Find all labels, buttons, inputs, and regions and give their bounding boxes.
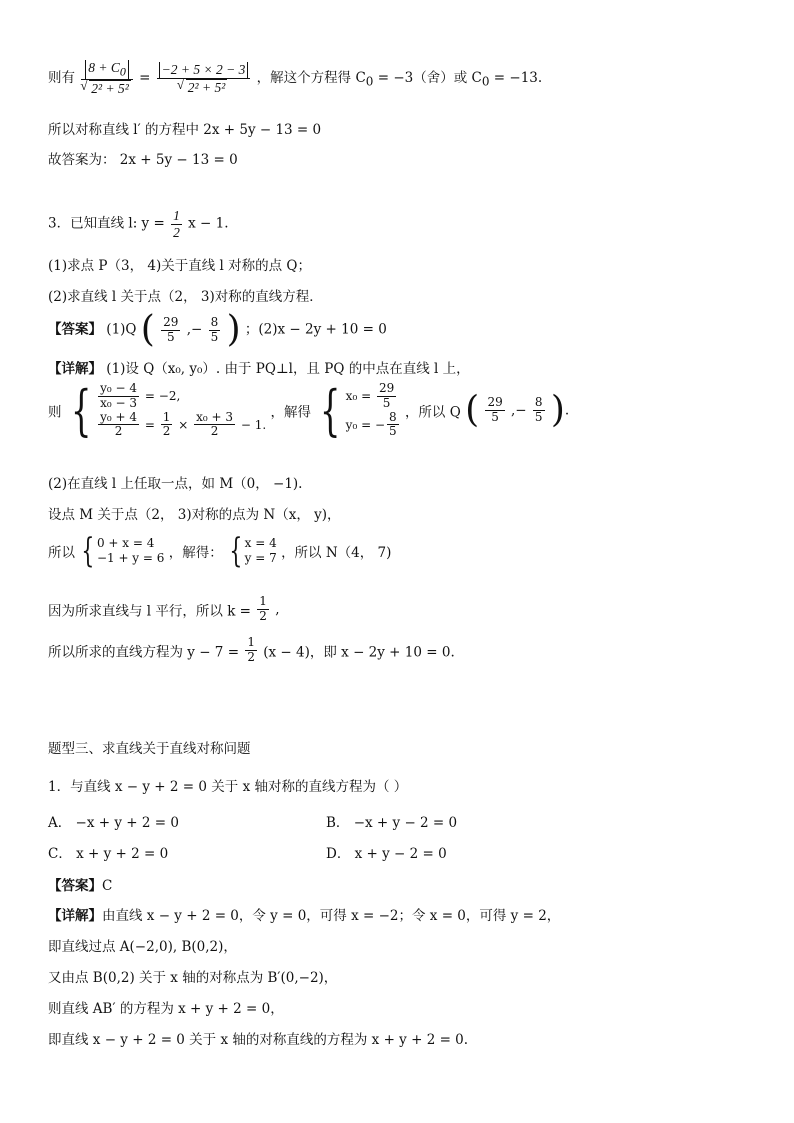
part2-point-M: (2)在直线 l 上任取一点，如 M（0， −1).	[48, 476, 303, 492]
option-C[interactable]: C． x + y + 2 = 0	[48, 846, 169, 862]
fraction-right: −2 + 5 × 2 − 3 √ 2² + 5²	[157, 62, 251, 95]
part2-point-N: 设点 M 关于点（2， 3)对称的点为 N（x， y)，	[48, 507, 341, 523]
equation-system-2: 所以 { 0 + x = 4 −1 + y = 6 ，解得： { x = 4 y = 7 ，所以 N（4， 7)	[48, 531, 392, 571]
half-fraction: $\frac{1}{2}$	[173, 208, 180, 240]
question-3-title: 3．已知直线 l: y = $\frac{1}{2}$ x − 1.	[48, 208, 229, 240]
answer-c: 【答案】C	[48, 878, 113, 894]
symmetric-line-equation: 所以对称直线 l′ 的方程中 2x + 5y − 13 = 0	[48, 122, 322, 138]
detail-2: 即直线过点 A(−2,0), B(0,2)，	[48, 939, 237, 955]
detail-1: 【详解】由直线 x − y + 2 = 0，令 y = 0，可得 x = −2；令 x = 0，可得 y = 2，	[48, 908, 561, 924]
option-A[interactable]: A． −x + y + 2 = 0	[48, 815, 179, 831]
question-3-part1: (1)求点 P（3， 4)关于直线 l 对称的点 Q；	[48, 258, 311, 274]
detail-4: 则直线 AB′ 的方程为 x + y + 2 = 0，	[48, 1001, 284, 1017]
question-3-answer: 【答案】 (1)Q ( $\frac{29}{5}$ ,− $\frac{8}{5}$ ) ；(2)x − 2y + 10 = 0	[48, 309, 387, 350]
question-1: 1．与直线 x − y + 2 = 0 关于 x 轴对称的直线方程为（ ）	[48, 779, 408, 795]
question-3-part2: (2)求直线 l 关于点（2， 3)对称的直线方程．	[48, 289, 323, 305]
question-3-detail-intro: 【详解】 (1)设 Q（x₀, y₀）. 由于 PQ⊥l，且 PQ 的中点在直线 l 上，	[48, 361, 470, 377]
section-title: 题型三、求直线关于直线对称问题	[48, 741, 251, 757]
equation-system-1: 则 { $\frac{\text{y₀ − 4}}{\text{x₀ − 3}}$ = −2, $\frac{\text{y₀ + 4}}{2}$ = $\frac{1}{2}$ × $\frac{\text{x₀ + 3}}{2}$ − 1. ，解得 { x₀ = $\frac{29}{5}$ y₀ = − $\frac{8}{5}$ ，所以 Q ( $\frac{29}{5}$ ,− $\frac{8}{5}$ ).	[48, 378, 570, 442]
option-B[interactable]: B． −x + y − 2 = 0	[326, 815, 458, 831]
slope-line: 因为所求直线与 l 平行，所以 k = $\frac{1}{2}$ ,	[48, 594, 280, 623]
answer-line: 故答案为： 2x + 5y − 13 = 0	[48, 152, 238, 168]
zeyou-text: 则有	[48, 70, 75, 86]
formula-line-distance: 则有 $8 + C_0$ √ 2² + 5² = −2 + 5 × 2 − 3 √ 2² + 5² ，解这个方程得 $C_0 = -3$（舍）或 $C_0 = -13$.	[48, 60, 542, 97]
fraction-left: $8 + C_0$ √ 2² + 5²	[81, 60, 132, 97]
final-equation-line: 所以所求的直线方程为 y − 7 = $\frac{1}{2}$ (x − 4)，即 x − 2y + 10 = 0.	[48, 635, 455, 664]
option-D[interactable]: D． x + y − 2 = 0	[326, 846, 447, 862]
detail-3: 又由点 B(0,2) 关于 x 轴的对称点为 B′(0,−2)，	[48, 970, 338, 986]
detail-5: 即直线 x − y + 2 = 0 关于 x 轴的对称直线的方程为 x + y + 2 = 0.	[48, 1032, 469, 1048]
